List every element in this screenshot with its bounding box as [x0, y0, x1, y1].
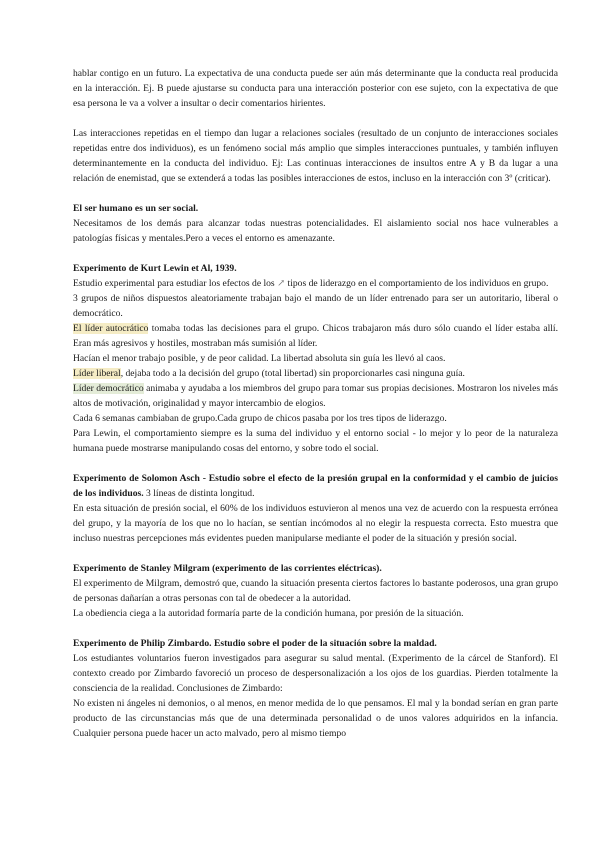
asch-heading-bold: Experimento de Solomon Asch - Estudio sobre el efecto de la presión grupal en la conformidad y el cambio de juicios de los individuos.	[73, 473, 558, 499]
milgram-heading: Experimento de Stanley Milgram (experimento de las corrientes eléctricas).	[73, 563, 382, 574]
lewin-democratic-paragraph	[73, 381, 558, 411]
spacer	[73, 546, 558, 561]
lewin-paragraph-2: 3 grupos de niños dispuestos aleatoriamente trabajan bajo el mando de un líder entrenado para ser un autoritario, liberal o democrático.	[73, 293, 558, 319]
milgram-paragraph-2: La obediencia ciega a la autoridad formaría parte de la condición humana, por presión de la situación.	[73, 608, 464, 619]
milgram-paragraph-1: El experimento de Milgram, demostró que, cuando la situación presenta ciertos factores lo bastante poderosos, una gran grupo de personas dañarían a otras personas con tal de obedecer a la autoridad.	[73, 578, 558, 604]
lewin-conclusion-paragraph: Para Lewin, el comportamiento siempre es la suma del individuo y el entorno social - lo mejor y lo peor de la naturaleza humana puede mostrarse manipulando cosas del entorno, y sobre todo el social.	[73, 428, 558, 454]
arrow-icon: ↗	[277, 278, 286, 289]
social-paragraph: Necesitamos de los demás para alcanzar todas nuestras potencialidades. El aislamiento social nos hace vulnerables a patologías físicas y mentales.Pero a veces el entorno es amenazante.	[73, 218, 558, 244]
zimbardo-paragraph-1: Los estudiantes voluntarios fueron investigados para asegurar su salud mental. (Experimento de la cárcel de Stanford). El contexto creado por Zimbardo favoreció un proceso de despersonalización a los ojos de los guardias. Pierden totalmente la consciencia de la realidad. Conclusiones de Zimbardo:	[73, 653, 558, 694]
document-page	[73, 66, 558, 741]
zimbardo-heading: Experimento de Philip Zimbardo. Estudio sobre el poder de la situación sobre la maldad.	[73, 638, 437, 649]
intro-paragraph-2: Las interacciones repetidas en el tiempo dan lugar a relaciones sociales (resultado de un conjunto de interacciones sociales repetidas entre dos individuos), es un fenómeno social más amplio que simples interacciones puntuales, y también influyen determinantemente en la conducta del individuo. Ej: Las continuas interacciones de insultos entre A y B da lugar a una relación de enemistad, que se extenderá a todas las posibles interacciones de estos, incluso en la interacción con 3º (criticar).	[73, 128, 558, 184]
zimbardo-paragraph-2: No existen ni ángeles ni demonios, o al menos, en menor medida de lo que pensamos. El mal y la bondad serían en gran parte producto de las circunstancias más que de una determinada personalidad o de unos valores adquiridos en la infancia. Cualquier persona puede hacer un acto malvado, pero al mismo tiempo	[73, 698, 558, 739]
lewin-autocratic-paragraph	[73, 321, 558, 351]
spacer	[73, 186, 558, 201]
autocratic-leader-label: El líder autocrático	[73, 323, 149, 334]
democratic-leader-text: animaba y ayudaba a los miembros del grupo para tomar sus propias decisiones. Mostraron los niveles más altos de motivación, originalidad y mayor intercambio de elogios.	[73, 383, 558, 409]
social-heading: El ser humano es un ser social.	[73, 203, 199, 214]
spacer	[73, 621, 558, 636]
spacer	[73, 246, 558, 261]
asch-heading	[73, 471, 558, 501]
democratic-leader-label: Líder democrático	[73, 383, 144, 394]
liberal-leader-label: Líder liberal	[73, 368, 121, 379]
lewin-liberal-paragraph	[73, 366, 558, 381]
lewin-p1-after: tipos de liderazgo en el comportamiento de los individuos en grupo.	[285, 278, 549, 289]
asch-paragraph: En esta situación de presión social, el 60% de los individuos estuvieron al menos una vez de acuerdo con la respuesta errónea del grupo, y la mayoría de los que no lo hacían, se sentían incómodos al no elegir la respuesta correcta. Esto muestra que incluso nuestras percepciones más evidentes pueden manipularse mediante el poder de la situación y presión social.	[73, 503, 558, 544]
lewin-paragraph-1	[73, 276, 558, 291]
intro-paragraph-1: hablar contigo en un futuro. La expectativa de una conducta puede ser aún más determinante que la conducta real producida en la interacción. Ej. B puede ajustarse su conducta para una interacción posterior con ese sujeto, con la expectativa de que esa persona le va a volver a insultar o decir comentarios hirientes.	[73, 68, 558, 109]
lewin-cycle-paragraph: Cada 6 semanas cambiaban de grupo.Cada grupo de chicos pasaba por los tres tipos de liderazgo.	[73, 413, 447, 424]
lewin-autocratic-paragraph-2: Hacían el menor trabajo posible, y de peor calidad. La libertad absoluta sin guía les llevó al caos.	[73, 353, 446, 364]
autocratic-leader-text: tomaba todas las decisiones para el grupo. Chicos trabajaron más duro sólo cuando el líder estaba allí. Eran más agresivos y hostiles, mostraban más sumisión al líder.	[73, 323, 558, 349]
asch-heading-tail: 3 líneas de distinta longitud.	[143, 488, 255, 499]
lewin-heading: Experimento de Kurt Lewin et Al, 1939.	[73, 263, 237, 274]
lewin-p1-before: Estudio experimental para estudiar los efectos de los	[73, 278, 278, 289]
spacer	[73, 111, 558, 126]
liberal-leader-text: , dejaba todo a la decisión del grupo (total libertad) sin proporcionarles casi ninguna guía.	[120, 368, 465, 379]
spacer	[73, 456, 558, 471]
